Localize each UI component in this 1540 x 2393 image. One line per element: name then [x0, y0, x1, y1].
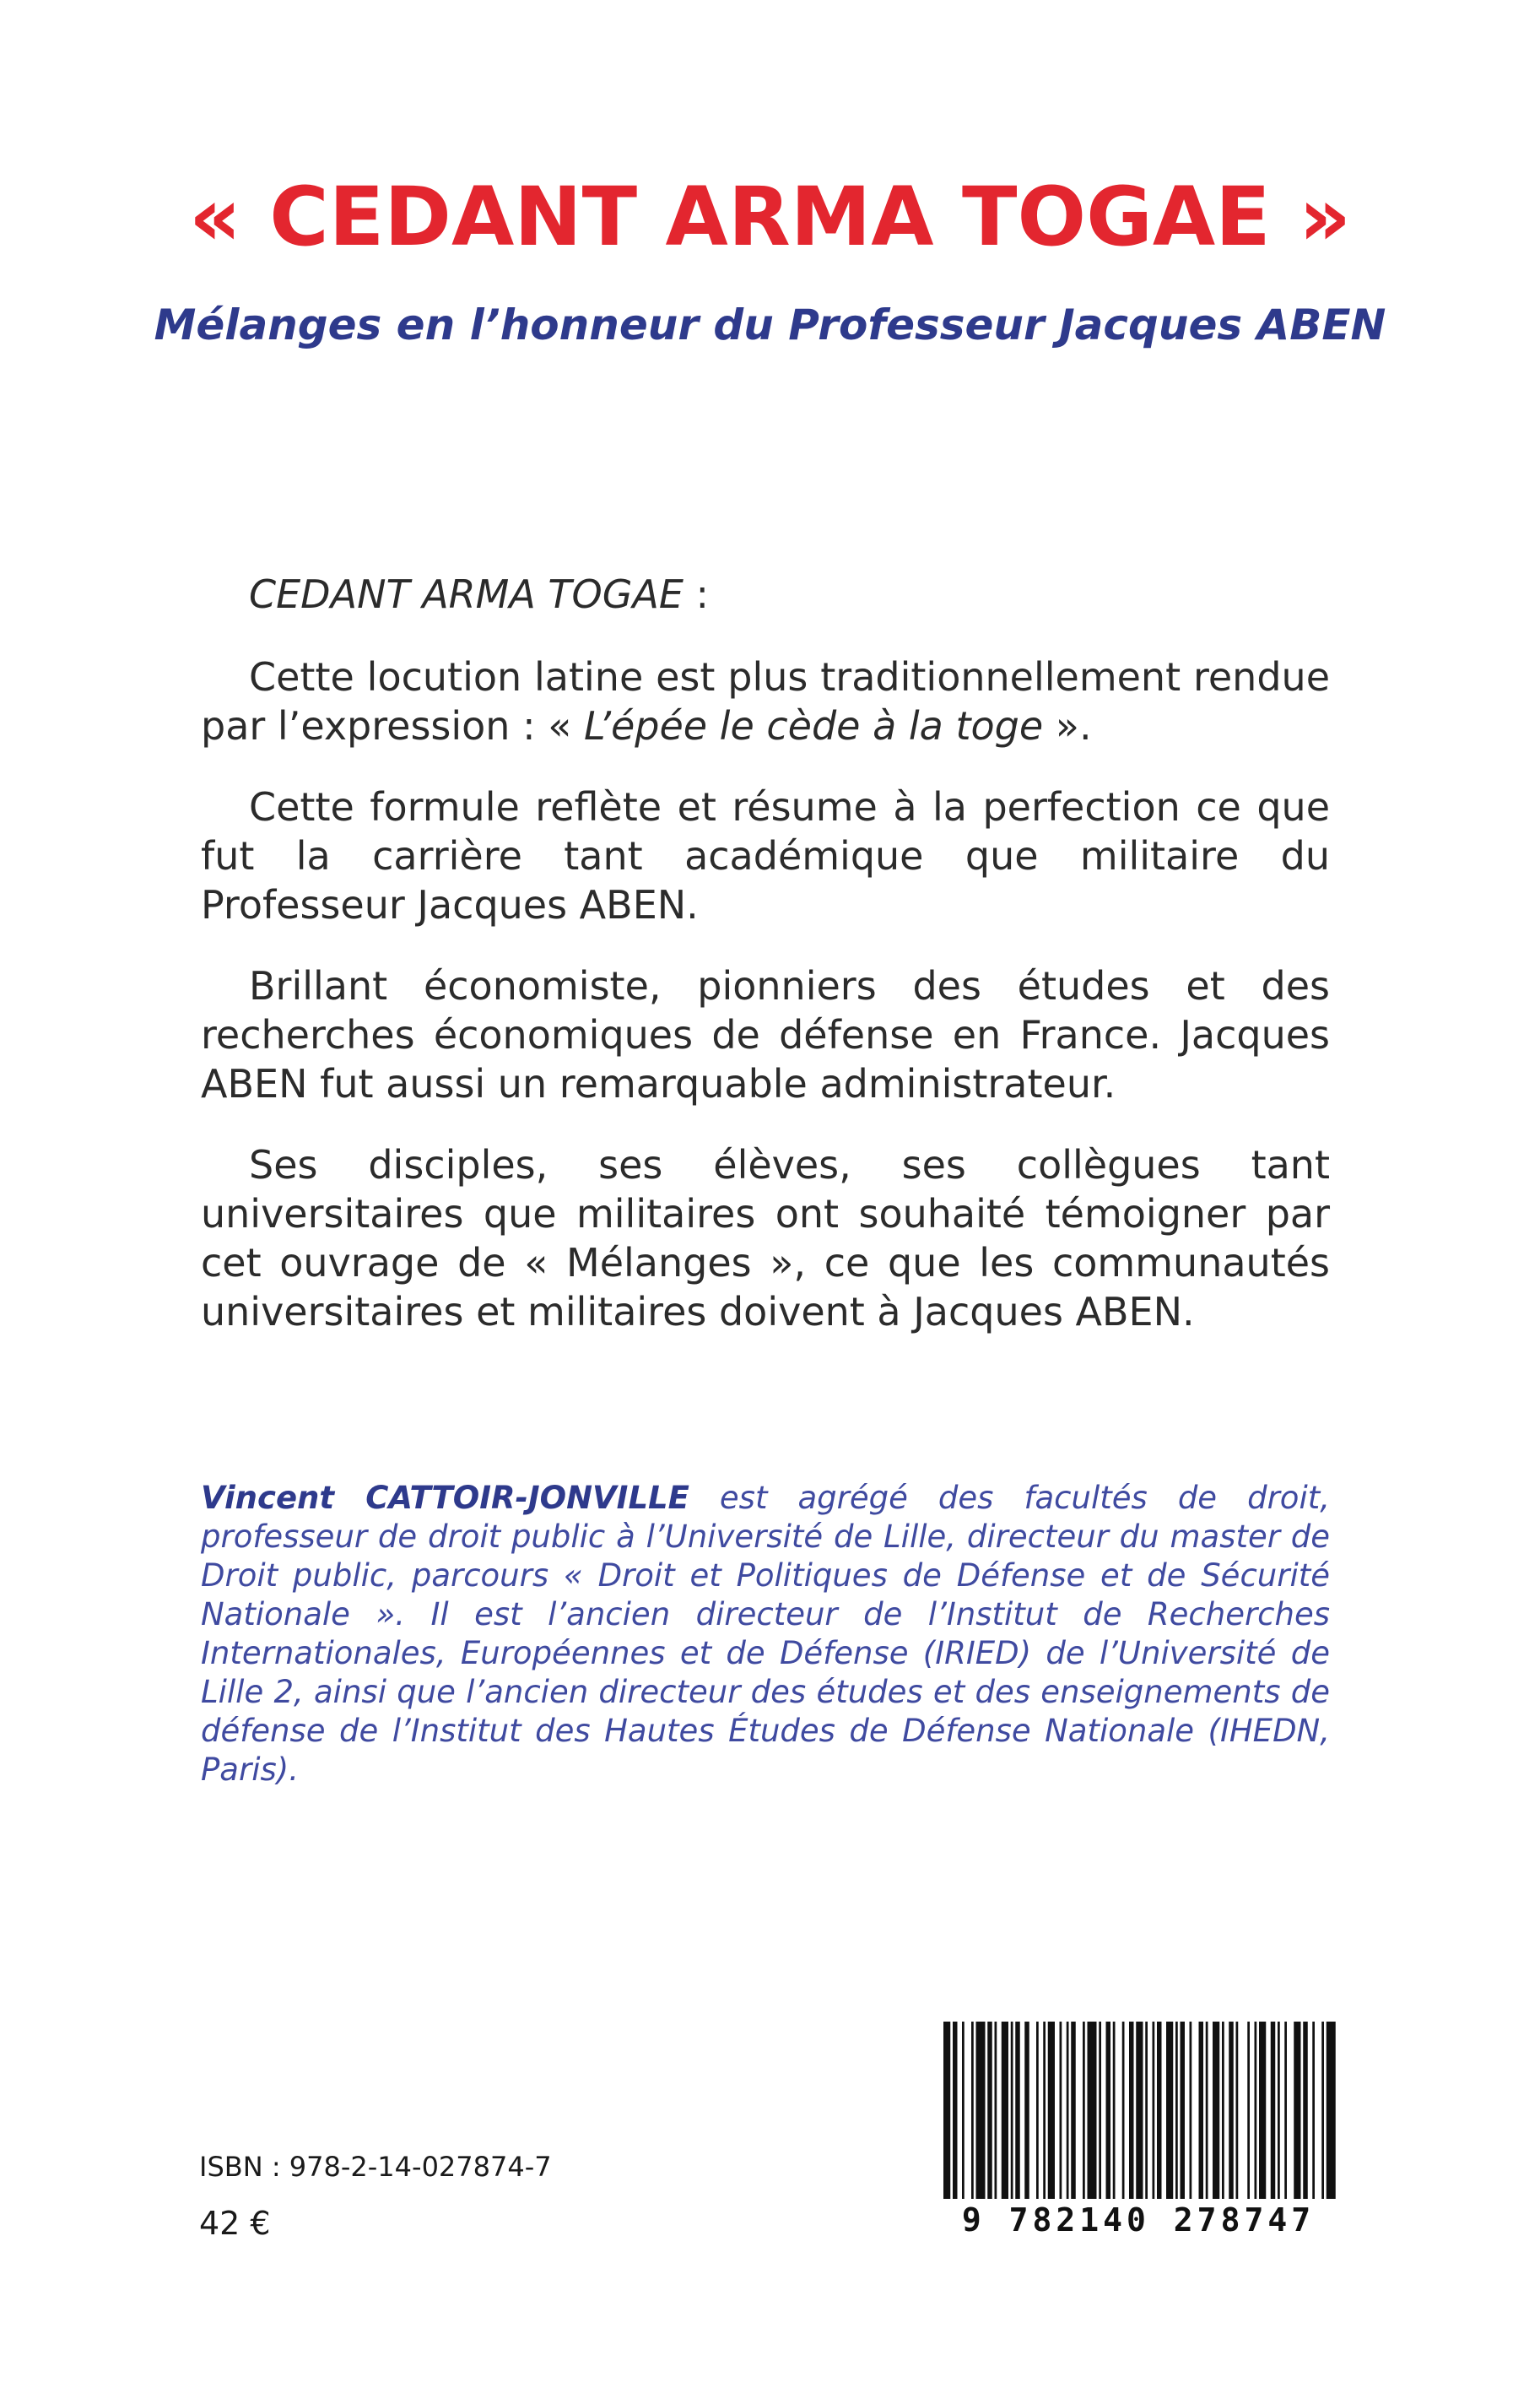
barcode-digits: 9 782140 278747 — [961, 2201, 1316, 2239]
summary-paragraph-2: Cette formule reflète et résume à la perfection ce que fut la carrière tant académique que militaire du Professeur Jacques ABEN. — [201, 784, 1330, 928]
summary-paragraph-1 — [201, 652, 1330, 750]
barcode-bar — [962, 2022, 965, 2199]
author-bio — [201, 1479, 1330, 1789]
barcode-bar — [1011, 2022, 1013, 2199]
barcode-bar — [1303, 2022, 1308, 2199]
summary-text — [201, 570, 1330, 1368]
author-name: Vincent CATTOIR-JONVILLE — [201, 1480, 689, 1516]
barcode-bar — [1060, 2022, 1062, 2199]
p1-quote: L’épée le cède à la toge — [583, 703, 1044, 749]
barcode-bar — [1067, 2022, 1069, 2199]
barcode-bar — [1327, 2022, 1336, 2199]
barcode-bar — [1255, 2022, 1257, 2199]
barcode-bar — [953, 2022, 958, 2199]
barcode-bar — [1024, 2022, 1029, 2199]
barcode-bar — [1099, 2022, 1101, 2199]
barcode-bar — [1002, 2022, 1008, 2199]
book-title: « CEDANT ARMA TOGAE » — [188, 170, 1352, 264]
barcode-bar — [1229, 2022, 1234, 2199]
barcode-bar — [1113, 2022, 1116, 2199]
book-subtitle: Mélanges en l’honneur du Professeur Jacques ABEN — [154, 300, 1386, 349]
barcode-bar — [1284, 2022, 1287, 2199]
barcode-bar — [1213, 2022, 1219, 2199]
p1-before: Cette locution latine est plus traditionnellement rendue par l’expression : « — [201, 654, 1330, 749]
barcode-bar — [1199, 2022, 1204, 2199]
barcode-bar — [1122, 2022, 1125, 2199]
barcode-bar — [1278, 2022, 1280, 2199]
barcode-bar — [1129, 2022, 1134, 2199]
barcode-bar — [1321, 2022, 1324, 2199]
author-bio-text: est agrégé des facultés de droit, professeur de droit public à l’Université de Lille, directeur du master de Droit public, parcours « Droit et Politiques de Défense et de Sécurité Nationale ». Il est l’ancien directeur de l’Institut de Recherches Internationales, Européennes et de Défense (IRIED) de l’Université de Lille 2, ainsi que l’ancien directeur des études et des enseignements de défense de l’Institut des Hautes Études de Défense Nationale (IHEDN, Paris). — [201, 1480, 1330, 1788]
p1-after: ». — [1043, 703, 1092, 749]
barcode-bar — [1036, 2022, 1039, 2199]
barcode-bar — [971, 2022, 974, 2199]
barcode-bar — [1015, 2022, 1020, 2199]
barcode-bar — [987, 2022, 992, 2199]
barcode-bar — [1247, 2022, 1250, 2199]
lead-latin: CEDANT ARMA TOGAE — [249, 571, 684, 617]
barcode-bar — [1043, 2022, 1046, 2199]
isbn: ISBN : 978-2-14-027874-7 — [199, 2151, 552, 2183]
barcode-bar — [976, 2022, 986, 2199]
barcode-bar — [1190, 2022, 1192, 2199]
barcode-bar — [1136, 2022, 1143, 2199]
barcode-bar — [1294, 2022, 1300, 2199]
barcode-bar — [1166, 2022, 1173, 2199]
barcode-bar — [1083, 2022, 1085, 2199]
barcode-bar — [1048, 2022, 1055, 2199]
barcode-bar — [1206, 2022, 1208, 2199]
barcode-bar — [995, 2022, 997, 2199]
lead-colon: : — [683, 571, 710, 617]
barcode-bar — [1153, 2022, 1155, 2199]
summary-paragraph-3: Brillant économiste, pionniers des études et des recherches économiques de défense en France. Jacques ABEN fut aussi un remarquable administrateur. — [201, 963, 1330, 1107]
summary-lead — [201, 570, 1330, 619]
barcode-bar — [1181, 2022, 1186, 2199]
barcode-bar — [1271, 2022, 1276, 2199]
barcode-bar — [1259, 2022, 1266, 2199]
barcode-bar — [1312, 2022, 1315, 2199]
price: 42 € — [199, 2205, 271, 2242]
summary-paragraph-4: Ses disciples, ses élèves, ses collègues tant universitaires que militaires ont souhaité témoigner par cet ouvrage de « Mélanges », ce que les communautés universitaires et militaires doivent à Jacques ABEN. — [201, 1142, 1330, 1335]
barcode-bar — [1145, 2022, 1148, 2199]
barcode-bar — [1175, 2022, 1178, 2199]
barcode-bar — [1222, 2022, 1224, 2199]
barcode-bar — [1106, 2022, 1111, 2199]
barcode-bar — [1157, 2022, 1162, 2199]
barcode-bar — [943, 2022, 950, 2199]
barcode-bar — [1236, 2022, 1239, 2199]
barcode-bar — [1071, 2022, 1076, 2199]
barcode-bar — [1088, 2022, 1097, 2199]
